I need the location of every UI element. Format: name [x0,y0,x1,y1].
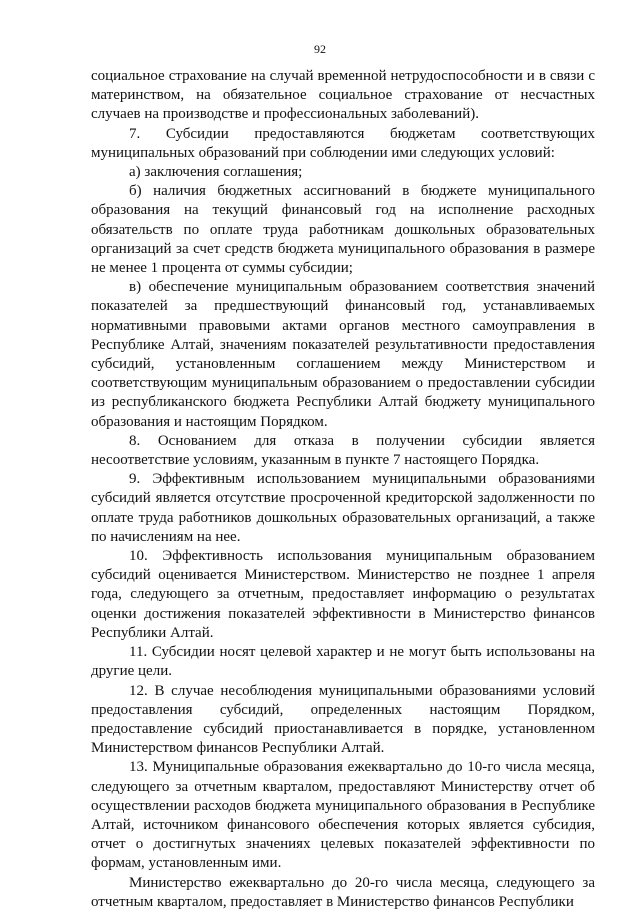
document-body [91,67,595,912]
paragraph-ministry-report: Министерство ежеквартально до 20-го числа месяца, следующего за отчетным кварталом, предоставляет в Министерство финансов Республики [91,874,595,910]
paragraph-item-13: 13. Муниципальные образования ежеквартально до 10-го числа месяца, следующего за отчетным кварталом, предоставляют Министерству отчет об осуществлении расходов бюджета муниципального образования в Республике Алтай, источником финансового обеспечения которых является субсидия, отчет о достигнутых значениях целевых показателей эффективности по формам, установленным ими. [91,759,595,872]
paragraph-item-7b: б) наличия бюджетных ассигнований в бюджете муниципального образования на текущий финансовый год на исполнение расходных обязательств по оплате труда работникам дошкольных образовательных организаций за счет средств бюджета муниципального образования в размере не менее 1 процента от суммы субсидии; [91,183,595,277]
paragraph-item-7a: а) заключения соглашения; [129,164,303,181]
paragraph-item-9: 9. Эффективным использованием муниципальными образованиями субсидий является отсутствие просроченной кредиторской задолженности по оплате труда работников дошкольных образовательных организаций, а также по начислениям на нее. [91,471,595,545]
paragraph-item-11: 11. Субсидии носят целевой характер и не могут быть использованы на другие цели. [91,644,595,680]
paragraph-item-7v: в) обеспечение муниципальным образованием соответствия значений показателей за предшествующий финансовый год, устанавливаемых нормативными правовыми актами органов местного самоуправления в Республике Алтай, значениям показателей результативности предоставления субсидий, установленным соглашением между Министерством и соответствующим муниципальным образованием о предоставлении субсидии из республиканского бюджета Республики Алтай бюджету муниципального образования и настоящим Порядком. [91,279,595,430]
paragraph-item-7: 7. Субсидии предоставляются бюджетам соответствующих муниципальных образований при соблюдении ими следующих условий: [91,125,595,161]
paragraph-item-8: 8. Основанием для отказа в получении субсидии является несоответствие условиям, указанным в пункте 7 настоящего Порядка. [91,432,595,469]
page-number: 92 [314,42,326,56]
paragraph-item-12: 12. В случае несоблюдения муниципальными образованиями условий предоставления субсидий, определенных настоящим Порядком, предоставление субсидий приостанавливается в порядке, установленном Министерством финансов Республики Алтай. [91,682,595,757]
paragraph-item-10: 10. Эффективность использования муниципальным образованием субсидий оценивается Министерством. Министерство не позднее 1 апреля года, следующего за отчетным, предоставляет информацию о результатах оценки достижения показателей эффективности в Министерство финансов Республики Алтай. [91,548,595,641]
paragraph-continuation: социальное страхование на случай временной нетрудоспособности и в связи с материнством, на обязательное социальное страхование от несчастных случаев на производстве и профессиональных заболеваний). [91,68,595,123]
